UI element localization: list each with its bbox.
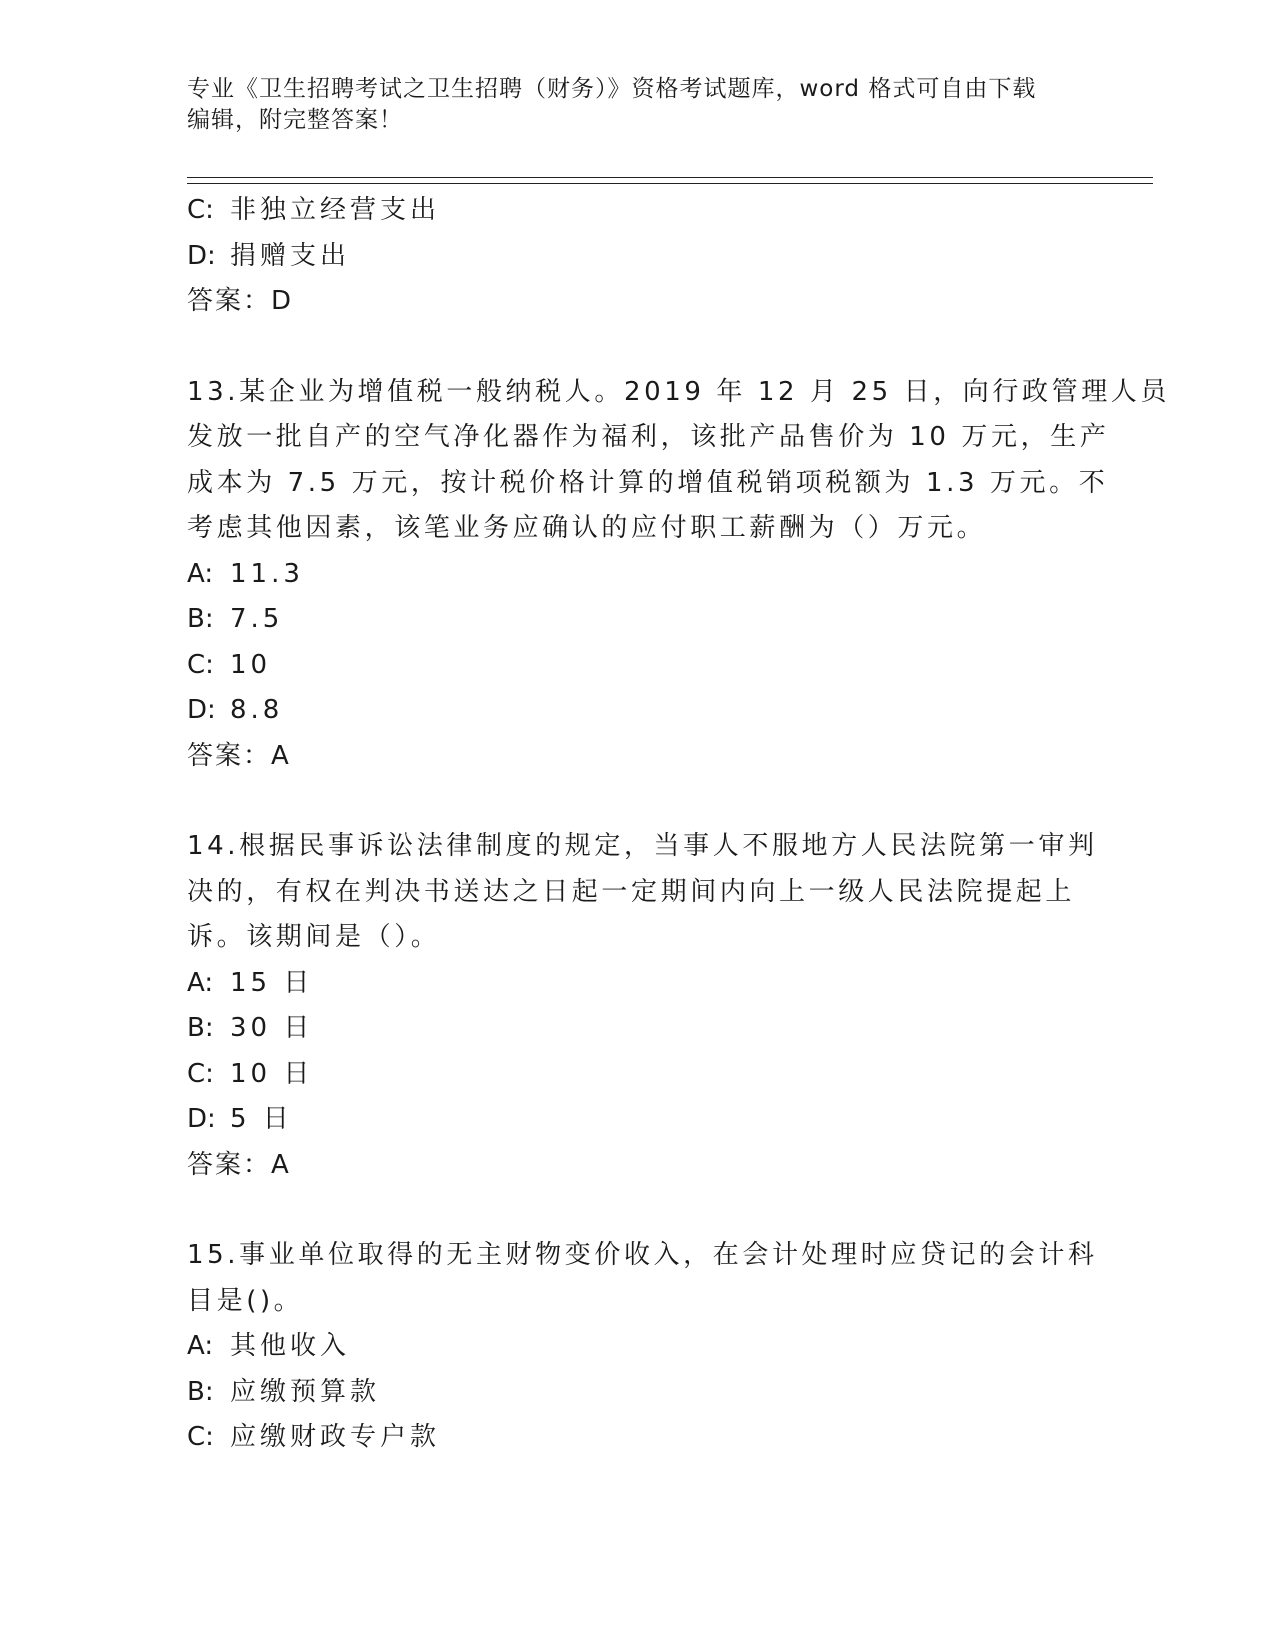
question-stem-line: 考虑其他因素，该笔业务应确认的应付职工薪酬为（）万元。 — [187, 513, 987, 543]
option-b — [187, 1006, 1077, 1052]
prev-question — [187, 188, 1077, 325]
answer: 答案：D — [187, 286, 294, 316]
option-text: 10 — [230, 649, 272, 680]
header-divider — [187, 177, 1153, 184]
option-text: 其他收入 — [230, 1331, 351, 1361]
question-stem-line: 成本为 7.5 万元，按计税价格计算的增值税销项税额为 1.3 万元。不 — [187, 467, 1109, 498]
question-list — [187, 188, 1171, 1461]
option-text: 5 日 — [230, 1104, 293, 1134]
option-key: B: — [187, 604, 214, 634]
question-stem-line: 14.根据民事诉讼法律制度的规定，当事人不服地方人民法院第一审判 — [187, 831, 1098, 861]
question-13 — [187, 370, 1171, 780]
document-header — [187, 74, 1087, 136]
option-key: C: — [187, 1058, 214, 1089]
option-key: C: — [187, 195, 214, 225]
option-key: B: — [187, 1376, 214, 1407]
question-stem-line: 诉。该期间是（）。 — [187, 922, 441, 952]
option-key: D: — [187, 240, 216, 271]
option-text: 应缴财政专户款 — [230, 1422, 441, 1452]
question-stem-line: 13.某企业为增值税一般纳税人。2019 年 12 月 25 日，向行政管理人员 — [187, 376, 1171, 407]
option-text: 15 日 — [230, 967, 314, 998]
option-key: B: — [187, 1013, 214, 1043]
header-line-1: 专业《卫生招聘考试之卫生招聘（财务）》资格考试题库，word 格式可自由下载 — [187, 76, 1037, 102]
option-key: A: — [187, 1331, 214, 1361]
option-b — [187, 1370, 1077, 1416]
question-14 — [187, 824, 1098, 1188]
option-c — [187, 1415, 1077, 1461]
option-d — [187, 234, 1077, 280]
option-key: A: — [187, 967, 214, 998]
option-text: 非独立经营支出 — [230, 195, 441, 225]
option-key: A: — [187, 558, 214, 589]
question-15 — [187, 1233, 1098, 1461]
option-key: C: — [187, 649, 214, 680]
question-stem-line: 决的，有权在判决书送达之日起一定期间内向上一级人民法院提起上 — [187, 876, 1076, 907]
question-stem-line: 目是()。 — [187, 1285, 304, 1316]
option-c — [187, 643, 1077, 689]
option-a — [187, 1324, 1077, 1370]
option-a — [187, 961, 1077, 1007]
option-text: 11.3 — [230, 558, 304, 589]
header-line-2: 编辑，附完整答案！ — [187, 107, 403, 133]
option-text: 30 日 — [230, 1013, 314, 1043]
option-a — [187, 552, 1077, 598]
option-key: C: — [187, 1422, 214, 1452]
option-key: D: — [187, 695, 216, 725]
answer: 答案：A — [187, 740, 291, 771]
option-text: 捐赠支出 — [230, 240, 351, 271]
option-c — [187, 1052, 1077, 1098]
answer: 答案：A — [187, 1149, 291, 1180]
option-text: 应缴预算款 — [230, 1376, 381, 1407]
option-b — [187, 597, 1077, 643]
question-stem-line: 15.事业单位取得的无主财物变价收入，在会计处理时应贷记的会计科 — [187, 1240, 1098, 1270]
option-key: D: — [187, 1104, 216, 1134]
option-text: 10 日 — [230, 1058, 314, 1089]
option-text: 8.8 — [230, 695, 284, 725]
option-d — [187, 688, 1077, 734]
question-stem-line: 发放一批自产的空气净化器作为福利，该批产品售价为 10 万元，生产 — [187, 422, 1110, 452]
option-c — [187, 188, 1077, 234]
option-d — [187, 1097, 1077, 1143]
option-text: 7.5 — [230, 604, 284, 634]
